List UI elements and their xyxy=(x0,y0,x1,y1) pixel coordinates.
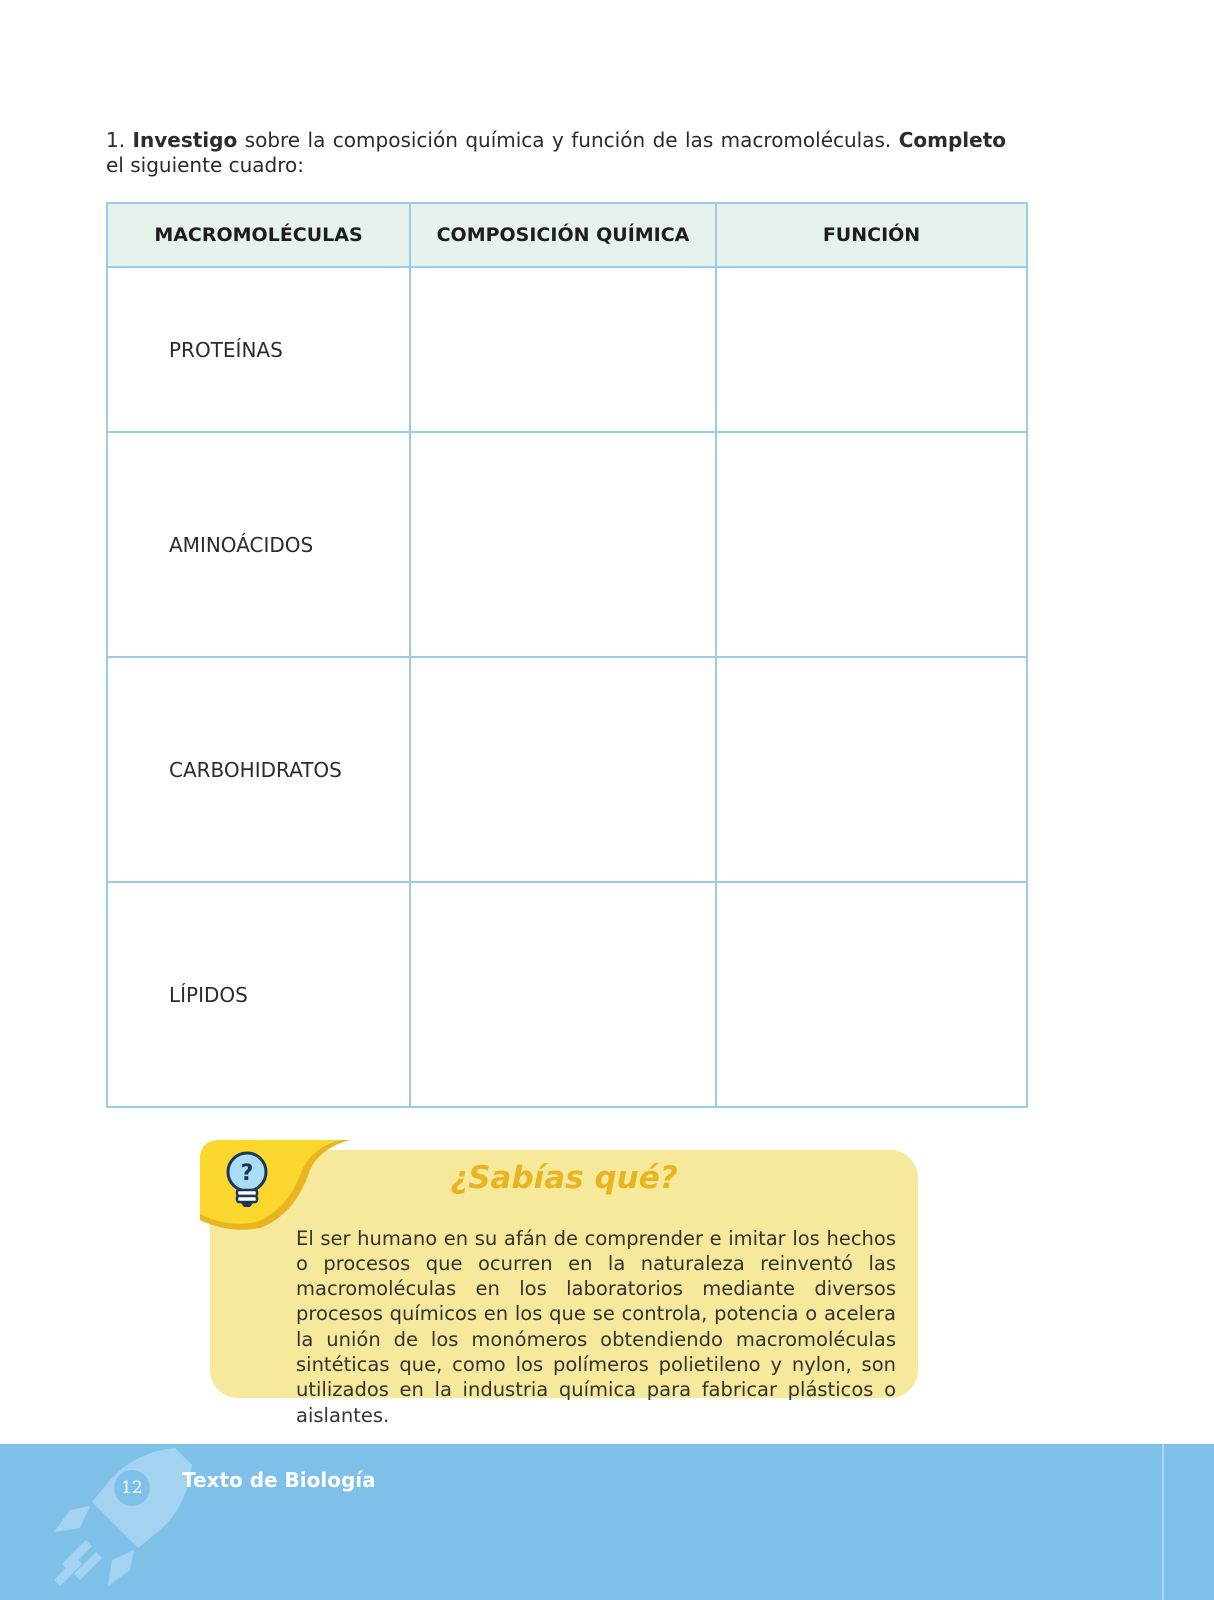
did-you-know-title: ¿Sabías qué? xyxy=(450,1160,678,1196)
instruction-verb-completo: Completo xyxy=(898,128,1007,152)
table-header-row xyxy=(107,203,1027,267)
svg-text:?: ? xyxy=(240,1161,254,1186)
table-row xyxy=(107,267,1027,432)
rocket-icon xyxy=(40,1440,200,1600)
header-composicion-quimica: COMPOSICIÓN QUÍMICA xyxy=(410,203,716,267)
instruction-text-1: sobre la composición química y función de las macromoléculas. xyxy=(244,128,892,152)
cell-composicion-carbohidratos[interactable] xyxy=(410,657,716,882)
table-row xyxy=(107,432,1027,657)
book-title: Texto de Biología xyxy=(182,1468,376,1492)
page-number: 12 xyxy=(121,1478,143,1498)
cell-funcion-aminoacidos[interactable] xyxy=(716,432,1027,657)
activity-number: 1. xyxy=(106,128,126,152)
cell-funcion-proteinas[interactable] xyxy=(716,267,1027,432)
did-you-know-body: El ser humano en su afán de comprender e imitar los hechos o procesos que ocurren en la naturaleza reinventó las macromoléculas en los laboratorios mediante diversos procesos químicos en los que se controla, potencia o acelera la unión de los monómeros obtendiendo macromoléculas sintéticas que, como los polímeros polietileno y nylon, son utilizados en la industria química para fabricar plásticos o aislantes. xyxy=(296,1226,896,1427)
row-label-lipidos: LÍPIDOS xyxy=(107,882,410,1107)
header-funcion: FUNCIÓN xyxy=(716,203,1027,267)
instruction-text-2: el siguiente cuadro: xyxy=(106,153,304,177)
macromolecules-table xyxy=(106,202,1028,1108)
cell-funcion-carbohidratos[interactable] xyxy=(716,657,1027,882)
cell-composicion-lipidos[interactable] xyxy=(410,882,716,1107)
activity-instruction xyxy=(106,128,1006,178)
instruction-verb-investigo: Investigo xyxy=(132,128,238,152)
cell-funcion-lipidos[interactable] xyxy=(716,882,1027,1107)
header-macromoleculas: MACROMOLÉCULAS xyxy=(107,203,410,267)
footer-divider xyxy=(1162,1444,1164,1600)
table-row xyxy=(107,657,1027,882)
cell-composicion-aminoacidos[interactable] xyxy=(410,432,716,657)
table-row xyxy=(107,882,1027,1107)
cell-composicion-proteinas[interactable] xyxy=(410,267,716,432)
row-label-carbohidratos: CARBOHIDRATOS xyxy=(107,657,410,882)
row-label-aminoacidos: AMINOÁCIDOS xyxy=(107,432,410,657)
row-label-proteinas: PROTEÍNAS xyxy=(107,267,410,432)
